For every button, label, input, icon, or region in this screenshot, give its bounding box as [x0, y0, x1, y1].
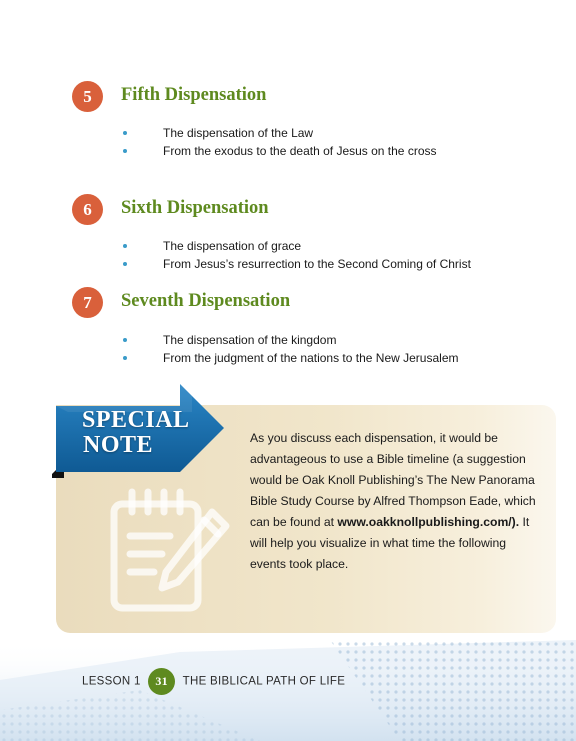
- bullet-list: [122, 237, 471, 273]
- bullet-icon: [123, 262, 127, 266]
- lesson-label: LESSON 1: [82, 675, 141, 688]
- list-item: From Jesus’s resurrection to the Second Coming of Christ: [122, 255, 471, 273]
- list-item: From the judgment of the nations to the New Jerusalem: [122, 349, 458, 367]
- section-number: 5: [72, 81, 103, 112]
- section-number: 6: [72, 194, 103, 225]
- list-item: The dispensation of the kingdom: [122, 331, 458, 349]
- list-item: From the exodus to the death of Jesus on the cross: [122, 142, 437, 160]
- bullet-list: [122, 331, 458, 367]
- special-note-text: As you discuss each dispensation, it would be advantageous to use a Bible timeline (a suggestion would be Oak Knoll Publishing’s The New Panorama Bible Study Course by Alfred Thompson Eade, which can be found at www.oakknollpublishing.com/). It will help you visualize in what time the following events took place.: [250, 431, 536, 571]
- bullet-icon: [123, 356, 127, 360]
- clipboard-pencil-icon: [104, 486, 234, 616]
- book-title: THE BIBLICAL PATH OF LIFE: [182, 675, 346, 688]
- section-title: Seventh Dispensation: [121, 291, 291, 311]
- section-title: Fifth Dispensation: [121, 85, 267, 105]
- bullet-icon: [123, 131, 127, 135]
- bullet-list: [122, 124, 437, 160]
- section-number: 7: [72, 287, 103, 318]
- bullet-icon: [123, 244, 127, 248]
- footer: [82, 668, 345, 695]
- section-title: Sixth Dispensation: [121, 198, 269, 218]
- bullet-icon: [123, 149, 127, 153]
- list-item: The dispensation of grace: [122, 237, 471, 255]
- bullet-icon: [123, 338, 127, 342]
- website-link: www.oakknollpublishing.com/).: [337, 515, 520, 529]
- list-item: The dispensation of the Law: [122, 124, 437, 142]
- page-number: 31: [148, 668, 175, 695]
- special-note-banner-text: SPECIAL NOTE: [82, 407, 190, 458]
